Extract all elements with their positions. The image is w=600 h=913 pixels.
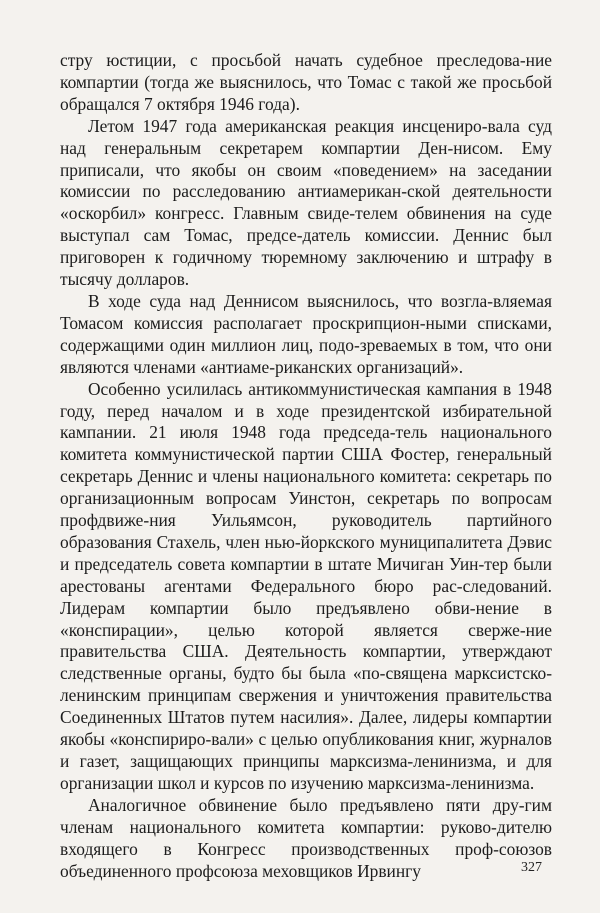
paragraph-2: Летом 1947 года американская реакция инсцениро-вала суд над генеральным секретарем компартии Ден-нисом. Ему приписали, что якобы он своим «поведением» на заседании комиссии по расследованию антиамерикан-ской деятельности «оскорбил» конгресс. Главным свиде-телем обвинения на суде выступал сам Томас, предсе-датель комиссии. Деннис был приговорен к годичному тюремному заключению и штрафу в тысячу долларов.	[60, 115, 552, 290]
paragraph-4: Особенно усилилась антикоммунистическая кампания в 1948 году, перед началом и в ходе президентской избирательной кампании. 21 июля 1948 года председа-тель национального комитета коммунистической партии США Фостер, генеральный секретарь Деннис и члены национального комитета: секретарь по организационным вопросам Уинстон, секретарь по вопросам профдвиже-ния Уильямсон, руководитель партийного образования Стахель, член нью-йоркского муниципалитета Дэвис и председатель совета компартии в штате Мичиган Уин-тер были арестованы агентами Федерального бюро рас-следований. Лидерам компартии было предъявлено обви-нение в «конспирации», целью которой является сверже-ние правительства США. Деятельность компартии, утверждают следственные органы, будто бы была «по-священа марксистско-ленинским принципам свержения и уничтожения правительства Соединенных Штатов путем насилия». Далее, лидеры компартии якобы «конспириро-вали» с целью опубликования книг, журналов и газет, защищающих принципы марксизма-ленинизма, и для организации школ и курсов по изучению марксизма-ленинизма.	[60, 378, 552, 793]
paragraph-1: стру юстиции, с просьбой начать судебное преследова-ние компартии (тогда же выяснилось, что Томас с такой же просьбой обращался 7 октября 1946 года).	[60, 50, 552, 114]
paragraph-5: Аналогичное обвинение было предъявлено пяти дру-гим членам национального комитета компартии: руково-дителю входящего в Конгресс производственных проф-союзов объединенного профсоюза меховщиков Ирвингу	[60, 794, 552, 881]
paragraph-3: В ходе суда над Деннисом выяснилось, что возгла-вляемая Томасом комиссия располагает проскрипцион-ными списками, содержащими один миллион лиц, подо-зреваемых в том, что они являются членами «антиаме-риканских организаций».	[60, 290, 552, 377]
book-page	[60, 50, 552, 882]
page-number: 327	[521, 860, 542, 875]
